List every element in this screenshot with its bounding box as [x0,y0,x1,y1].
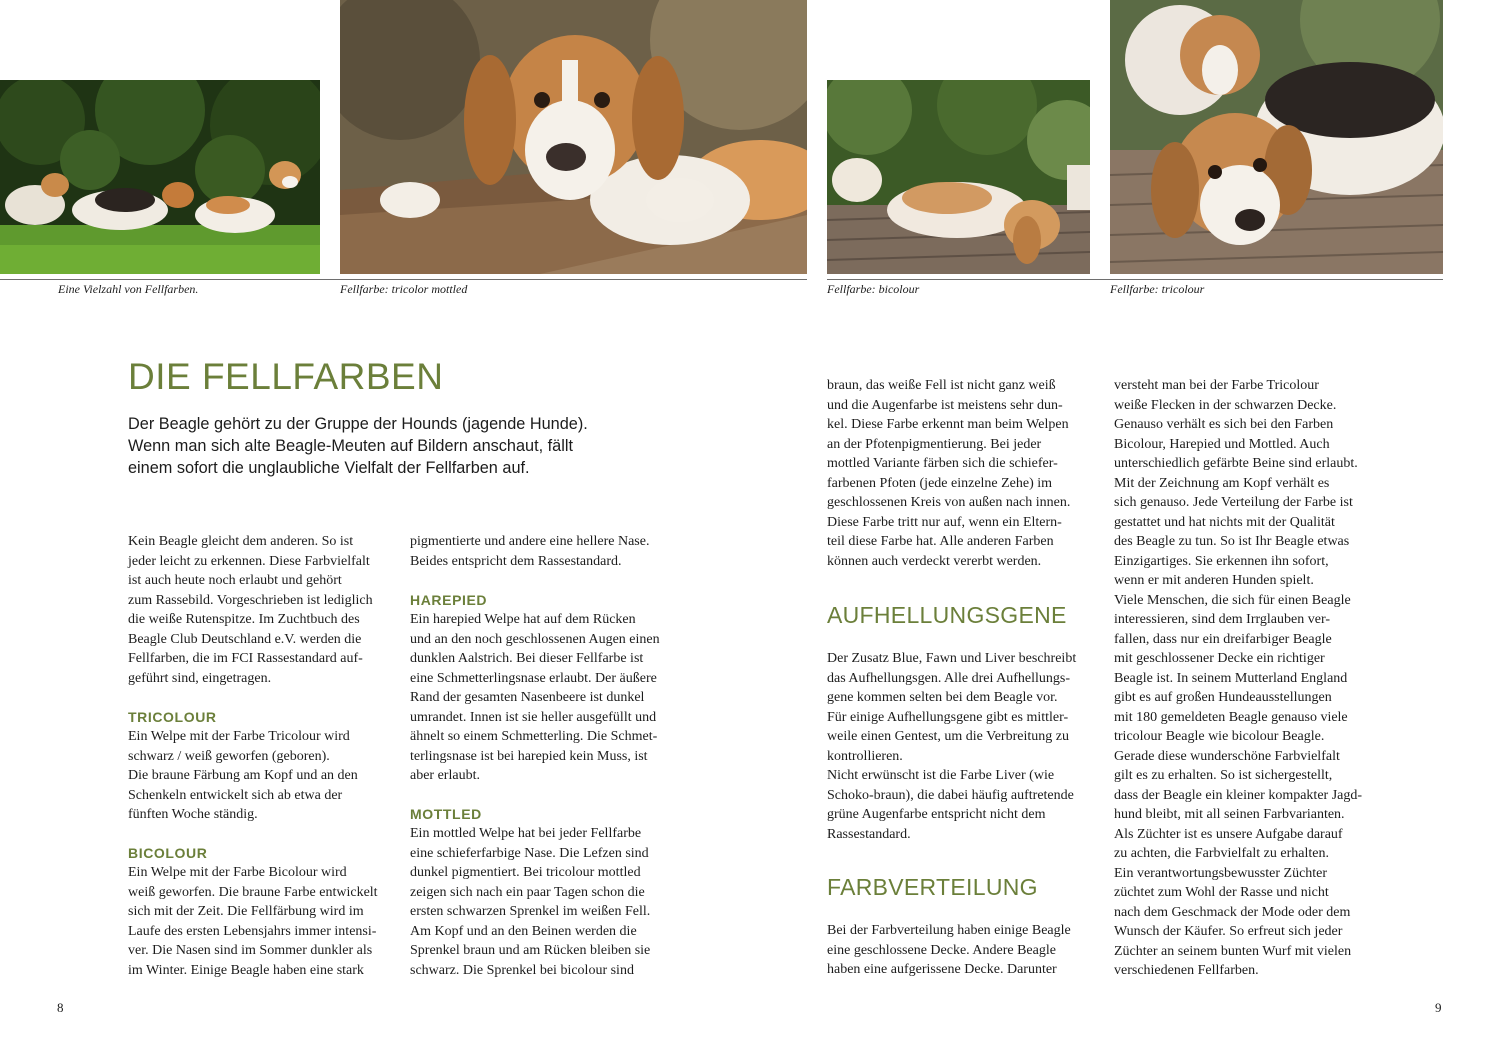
text-line: eine geschlossene Decke. Andere Beagle [827,942,1056,958]
text-line: mottled Variante färben sich die schiefer- [827,456,1058,471]
photo-puppy-tricolour [1110,0,1443,274]
text-line: terlingsnase ist bei harepied kein Muss, ist [410,748,648,764]
text-line: an der Pfotenpigmentierung. Bei jeder [827,436,1042,452]
heading-aufhellungsgene: AUFHELLUNGSGENE [827,602,1067,628]
page-number-left: 8 [57,1000,64,1015]
text-line: Der Zusatz Blue, Fawn und Liver beschreibt [827,651,1077,666]
text-line: Als Züchter ist es unsere Aufgabe darauf [1114,826,1343,842]
text-line: Schenkeln entwickelt sich ab etwa der [128,787,343,803]
text-line: Schoko-braun), die dabei häufig auftretende [827,787,1074,803]
text-line: versteht man bei der Farbe Tricolour [1114,378,1319,393]
harepied-paragraph [410,610,660,786]
text-line: hund bleibt, mit all seinen Farbvarianten. [1114,807,1345,822]
intro-line: Wenn man sich alte Beagle-Meuten auf Bildern anschaut, fällt [128,437,573,455]
text-line: Viele Menschen, die sich für einen Beagle [1114,592,1351,608]
text-line: Diese Farbe tritt nur auf, wenn ein Eltern- [827,514,1062,530]
text-line: mit 180 gemeldeten Beagle genauso viele [1114,709,1348,725]
text-line: Beagle ist. In seinem Mutterland England [1114,670,1348,686]
intro-line: Der Beagle gehört zu der Gruppe der Hounds (jagende Hunde). [128,415,588,433]
text-line: Bei der Farbverteilung haben einige Beagle [827,923,1071,938]
text-line: Fellfarben, die im FCI Rassestandard auf- [128,651,363,666]
text-line: die weiße Rutenspitze. Im Zuchtbuch des [128,612,360,627]
page-number-right: 9 [1435,1000,1442,1015]
col1-paragraph [128,532,373,688]
heading-tricolour: TRICOLOUR [128,709,217,725]
text-line: weiß geworfen. Die braune Farbe entwickelt [128,884,378,900]
text-line: gilt es zu erhalten. So ist sichergestellt, [1114,768,1333,783]
text-line: fünften Woche ständig. [128,807,258,822]
text-line: Ein Welpe mit der Farbe Tricolour wird [128,729,350,744]
text-line: Genauso verhält es sich bei den Farben [1114,417,1334,432]
text-line: Ein mottled Welpe hat bei jeder Fellfarbe [410,826,642,841]
text-line: eine Schmetterlingsnase erlaubt. Der äußere [410,670,657,686]
text-line: schwarz / weiß geworfen (geboren). [128,748,330,764]
text-line: fallen, dass nur ein dreifarbiger Beagle [1114,631,1332,647]
text-line: Am Kopf und an den Beinen werden die [410,923,637,939]
text-line: gibt es auf großen Hundeausstellungen [1114,690,1332,705]
intro-paragraph [128,413,588,479]
heading-farbverteilung: FARBVERTEILUNG [827,874,1038,900]
text-line: grüne Augenfarbe entspricht nicht dem [827,807,1046,822]
text-line: Beagle Club Deutschland e.V. werden die [128,631,362,647]
text-line: Die braune Färbung am Kopf und an den [128,768,358,783]
text-line: Ein verantwortungsbewusster Züchter [1114,865,1328,881]
text-line: weile einen Gentest, um die Verbreitung zu [827,729,1069,744]
text-line: Kein Beagle gleicht dem anderen. So ist [128,534,354,549]
mottled-paragraph [410,824,650,980]
text-line: pigmentierte und andere eine hellere Nase. [410,534,650,549]
heading-bicolour: BICOLOUR [128,845,208,861]
text-line: züchtet zum Wohl der Rasse und nicht [1114,885,1329,900]
text-line: dass der Beagle ein kleiner kompakter Jagd- [1114,787,1363,803]
text-line: Ein harepied Welpe hat auf dem Rücken [410,612,636,627]
text-line: kontrollieren. [827,748,903,764]
text-line: tricolour Beagle wie bicolour Beagle. [1114,729,1325,744]
caption-photo-2: Fellfarbe: tricolor mottled [340,282,468,296]
text-line: und an den noch geschlossenen Augen einen [410,631,660,647]
caption-photo-1: Eine Vielzahl von Fellfarben. [58,282,199,296]
text-line: farbenen Pfoten (jede einzelne Zehe) im [827,475,1053,491]
text-line: Sprenkel braun und am Rücken bleiben sie [410,943,651,958]
intro-line: einem sofort die unglaubliche Vielfalt der Fellfarben auf. [128,459,530,477]
text-line: interessieren, sind dem Irrglauben ver- [1114,612,1330,627]
text-line: weiße Flecken in der schwarzen Decke. [1114,397,1337,413]
text-line: ersten schwarzen Sprenkel im weißen Fell. [410,904,651,919]
text-line: können auch verdeckt vererbt werden. [827,553,1042,569]
heading-harepied: HAREPIED [410,592,488,608]
text-line: verschiedenen Fellfarben. [1114,963,1259,978]
caption-photo-3: Fellfarbe: bicolour [827,282,920,296]
text-line: teil diese Farbe hat. Alle anderen Farben [827,534,1054,549]
text-line: Gerade diese wunderschöne Farbvielfalt [1114,748,1340,764]
text-line: zum Rassebild. Vorgeschrieben ist lediglich [128,592,373,608]
text-line: mit geschlossener Decke ein richtiger [1114,651,1325,666]
farbverteilung-paragraph [827,921,1071,980]
text-line: braun, das weiße Fell ist nicht ganz weiß [827,378,1056,393]
text-line: kel. Diese Farbe erkennt man beim Welpen [827,417,1069,432]
col2-paragraph [410,532,649,571]
aufhellung-paragraph [827,649,1076,844]
bicolour-paragraph [128,863,378,980]
text-line: schwarz. Die Sprenkel bei bicolour sind [410,962,634,978]
text-line: des Beagle zu tun. So ist Ihr Beagle etwas [1114,534,1350,549]
text-line: geführt sind, eingetragen. [128,670,272,686]
text-line: ähnelt so einem Schmetterling. Die Schmet- [410,729,658,744]
text-line: ist auch heute noch erlaubt und gehört [128,573,342,588]
text-line: dunkel pigmentiert. Bei tricolour mottled [410,865,641,880]
caption-rule-right [827,279,1443,280]
text-line: ver. Die Nasen sind im Sommer dunkler als [128,943,373,958]
text-line: dunklen Aalstrich. Bei dieser Fellfarbe ist [410,651,644,666]
caption-photo-4: Fellfarbe: tricolour [1110,282,1205,296]
text-line: aber erlaubt. [410,768,480,783]
photo-puppy-bicolour [827,80,1090,274]
text-line: nach dem Geschmack der Mode oder dem [1114,904,1351,920]
photo-puppy-tricolor-mottled [340,0,807,274]
text-line: gestattet und hat nichts mit der Qualität [1114,514,1335,530]
text-line: unterschiedlich gefärbte Beine sind erlaubt. [1114,456,1358,471]
text-line: zu achten, die Farbvielfalt zu erhalten. [1114,846,1329,861]
text-line: Für einige Aufhellungsgene gibt es mittler- [827,709,1069,725]
text-line: haben eine aufgerissene Decke. Darunter [827,962,1057,977]
text-line: und die Augenfarbe ist meistens sehr dun- [827,397,1063,413]
text-line: umrandet. Innen ist sie heller ausgefüllt und [410,709,657,725]
text-line: Wunsch der Käufer. So erfreut sich jeder [1114,924,1343,939]
text-line: gene kommen selten bei dem Beagle vor. [827,690,1058,705]
text-line: Züchter an seinem bunten Wurf mit vielen [1114,943,1352,959]
text-line: das Aufhellungsgen. Alle drei Aufhellungs- [827,670,1071,686]
text-line: Nicht erwünscht ist die Farbe Liver (wie [827,768,1055,783]
text-line: Beides entspricht dem Rassestandard. [410,553,622,569]
text-line: sich mit der Zeit. Die Fellfärbung wird im [128,904,364,919]
text-line: eine schieferfarbige Nase. Die Lefzen sind [410,845,649,861]
text-line: Rassestandard. [827,826,911,842]
text-line: im Winter. Einige Beagle haben eine stark [128,962,364,978]
text-line: geschlossenen Kreis von außen nach innen. [827,495,1071,510]
text-line: sich genauso. Jede Verteilung der Farbe ist [1114,495,1353,510]
text-line: Rand der gesamten Nasenbeere ist dunkel [410,690,645,705]
heading-mottled: MOTTLED [410,806,482,822]
text-line: jeder leicht zu erkennen. Diese Farbvielfalt [128,553,370,569]
text-line: Laufe des ersten Lebensjahrs immer intensi- [128,923,377,939]
caption-rule-left [0,279,807,280]
col4-paragraph [1114,376,1362,981]
text-line: zeigen sich nach ein paar Tagen schon die [410,884,645,900]
tricolour-paragraph [128,727,358,825]
page-title: DIE FELLFARBEN [128,356,444,397]
text-line: Bicolour, Harepied und Mottled. Auch [1114,436,1330,452]
text-line: Ein Welpe mit der Farbe Bicolour wird [128,865,347,880]
text-line: Mit der Zeichnung am Kopf verhält es [1114,475,1330,491]
col3-paragraph [827,376,1070,571]
text-line: wenn er mit anderen Hunden spielt. [1114,573,1314,588]
text-line: Einzigartiges. Sie erkennen ihn sofort, [1114,553,1329,569]
photo-beagles-running [0,80,320,274]
